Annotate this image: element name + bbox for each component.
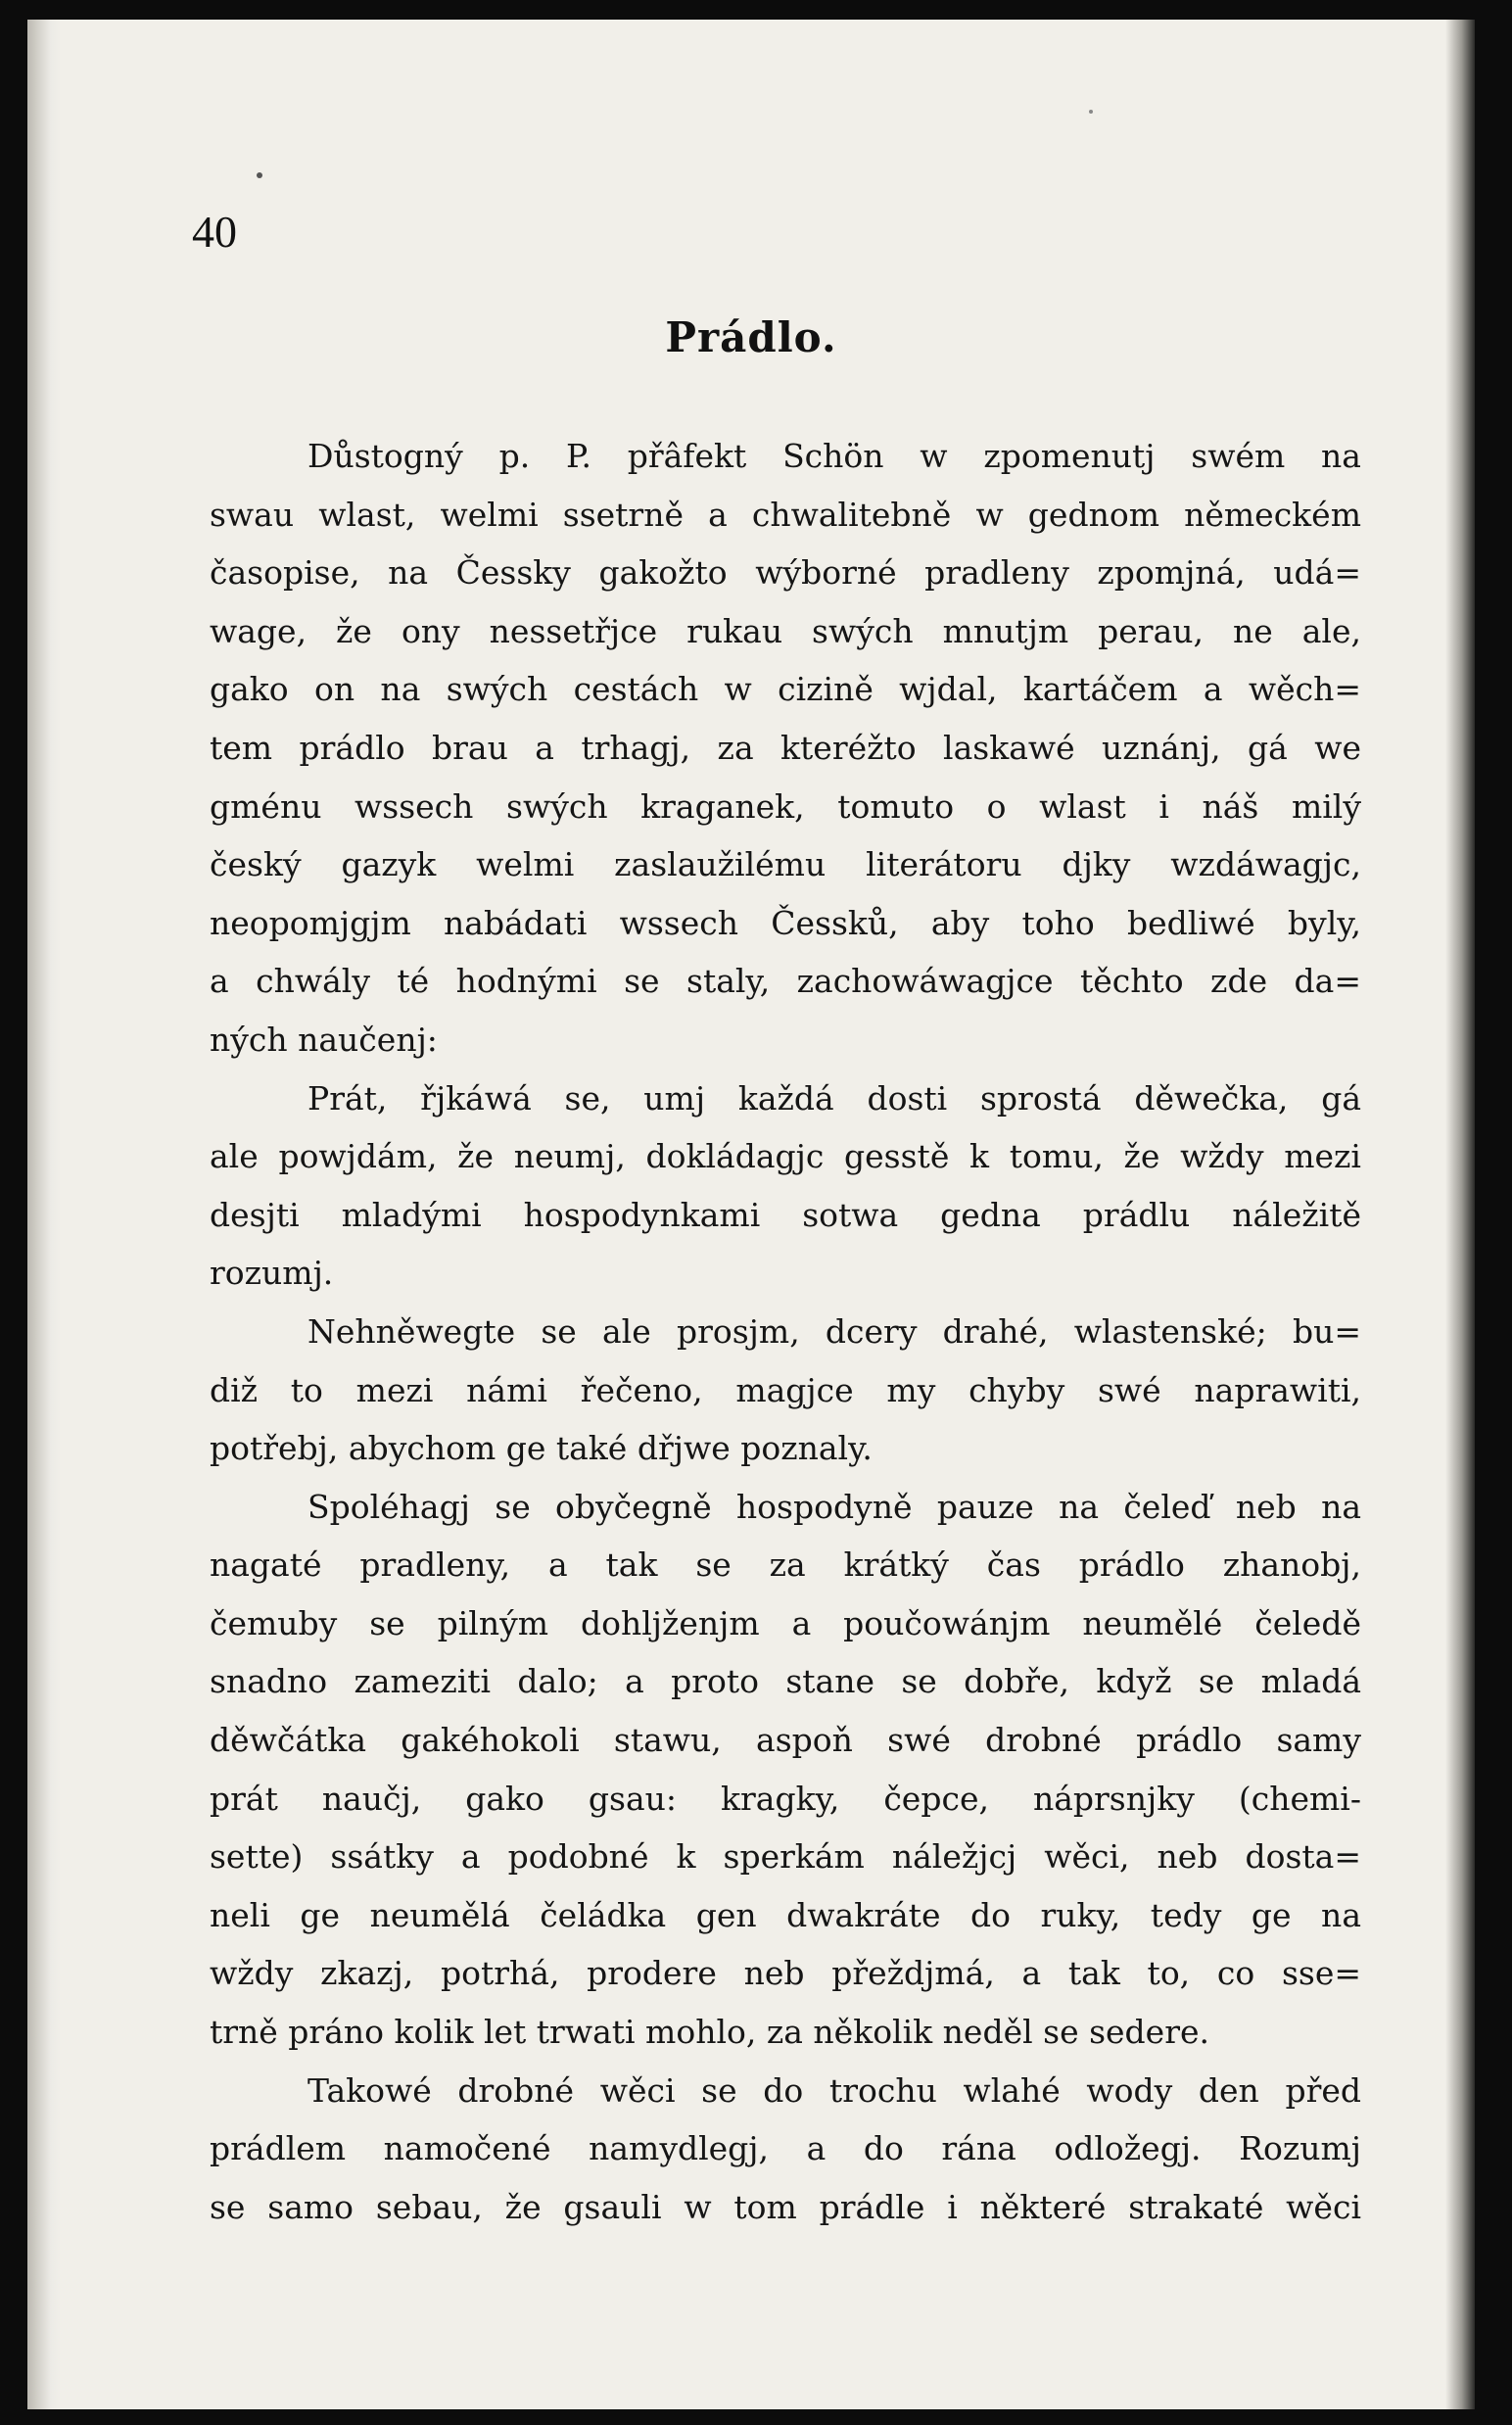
text-line: rozumj. — [210, 1254, 334, 1293]
text-line: Důstogný p. P. přâfekt Schön w zpomenutj swém na — [307, 437, 1361, 475]
text-line: Takowé drobné wěci se do trochu wlahé wody den před — [307, 2070, 1361, 2110]
text-line: Prát, řjkáwá se, umj každá dosti sprostá děwečka, gá — [307, 1078, 1361, 1117]
text-line: Nehněwegte se ale prosjm, dcery drahé, wlastenské; bu= — [307, 1311, 1361, 1351]
text-line: a chwály té hodnými se staly, zachowáwagjce těchto zde da= — [210, 962, 1361, 1001]
text-line: diž to mezi námi řečeno, magjce my chyby swé naprawiti, — [210, 1370, 1361, 1409]
text-line: gako on na swých cestách w cizině wjdal, kartáčem a wěch= — [210, 670, 1361, 709]
paper-speck — [257, 172, 262, 178]
text-line: ných naučenj: — [210, 1020, 438, 1059]
text-line: nagaté pradleny, a tak se za krátký čas prádlo zhanobj, — [210, 1545, 1361, 1585]
paper-speck — [1089, 110, 1093, 114]
page-number: 40 — [192, 207, 237, 257]
text-line: časopise, na Čessky gakožto wýborné pradleny zpomjná, udá= — [210, 553, 1361, 593]
text-line: ale powjdám, že neumj, dokládagjc gesstě k tomu, že wždy mezi — [210, 1137, 1361, 1176]
text-line: neopomjgjm nabádati wssech Čessků, aby toho bedliwé byly, — [210, 903, 1361, 942]
page-title: Prádlo. — [665, 313, 837, 361]
text-line: trně práno kolik let trwati mohlo, za několik neděl se sedere. — [210, 2013, 1210, 2052]
text-line: čemuby se pilným dohljženjm a poučowánjm neumělé čeledě — [210, 1603, 1361, 1642]
text-line: se samo sebau, že gsauli w tom prádle i některé strakaté wěci — [210, 2187, 1361, 2226]
text-line: wage, že ony nessetřjce rukau swých mnutjm perau, ne ale, — [210, 611, 1361, 650]
page-left-edge — [27, 20, 61, 2409]
text-line: prádlem namočené namydlegj, a do rána odložegj. Rozumj — [210, 2129, 1361, 2168]
text-line: desjti mladými hospodynkami sotwa gedna prádlu náležitě — [210, 1195, 1361, 1234]
page-right-edge — [1445, 20, 1475, 2409]
text-line: Spoléhagj se obyčegně hospodyně pauze na čeleď neb na — [307, 1487, 1361, 1526]
text-line: prát naučj, gako gsau: kragky, čepce, náprsnjky (chemi- — [210, 1779, 1361, 1818]
text-line: český gazyk welmi zaslaužilému literátoru djky wzdáwagjc, — [210, 845, 1361, 884]
text-line: děwčátka gakéhokoli stawu, aspoň swé drobné prádlo samy — [210, 1721, 1361, 1760]
text-line: neli ge neumělá čeládka gen dwakráte do ruky, tedy ge na — [210, 1895, 1361, 1934]
book-page — [27, 20, 1475, 2409]
text-line: potřebj, abychom ge také dřjwe poznaly. — [210, 1429, 873, 1468]
text-line: sette) ssátky a podobné k sperkám náležjcj wěci, neb dosta= — [210, 1837, 1361, 1877]
text-line: wždy zkazj, potrhá, prodere neb přeždjmá, a tak to, co sse= — [210, 1954, 1361, 1993]
body-text — [210, 427, 1361, 2236]
text-line: swau wlast, welmi ssetrně a chwalitebně w gednom německém — [210, 495, 1361, 534]
text-line: tem prádlo brau a trhagj, za kteréžto laskawé uznánj, gá we — [210, 728, 1361, 767]
text-line: gménu wssech swých kraganek, tomuto o wlast i náš milý — [210, 786, 1361, 826]
text-line: snadno zameziti dalo; a proto stane se dobře, když se mladá — [210, 1662, 1361, 1701]
